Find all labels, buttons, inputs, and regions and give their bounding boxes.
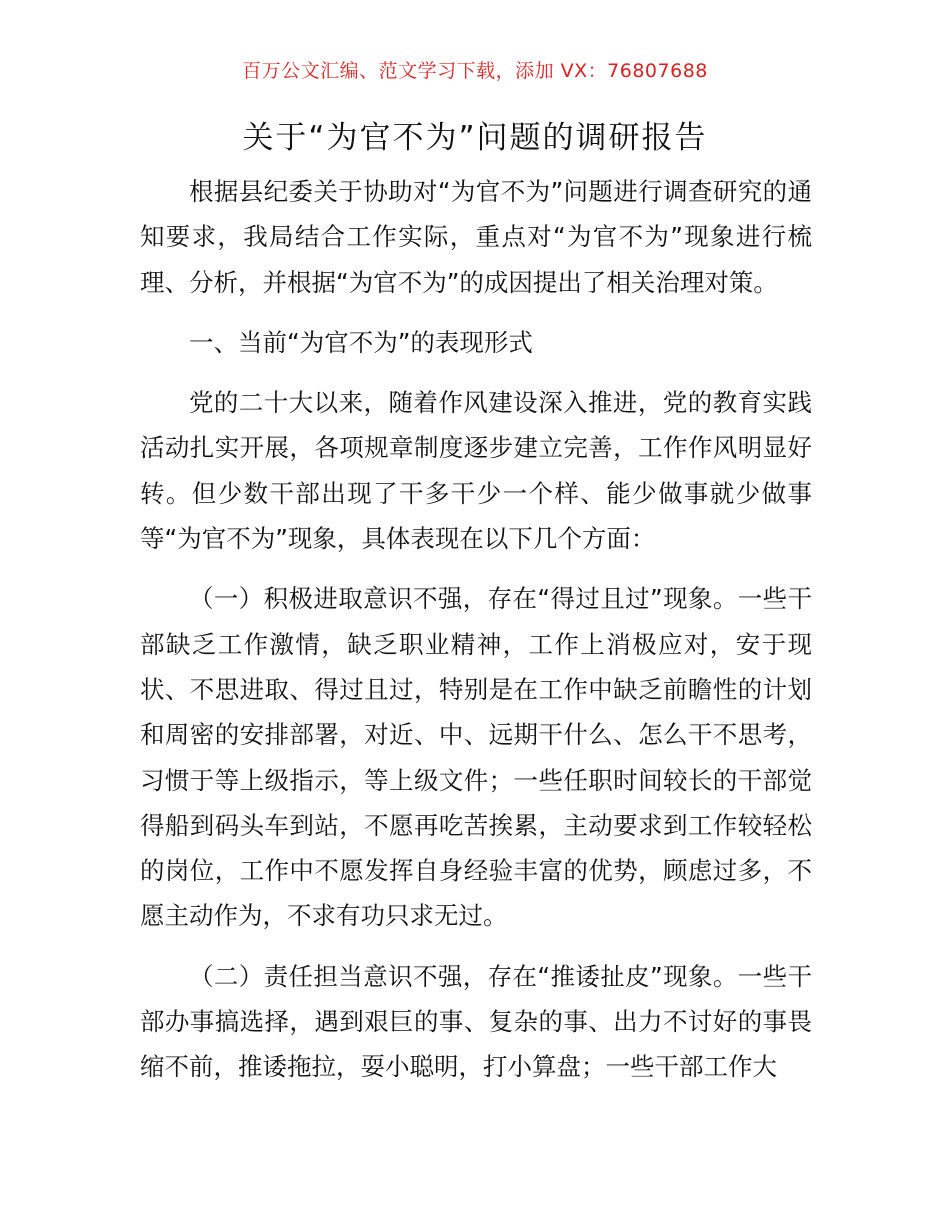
- paragraph-intro: 根据县纪委关于协助对“为官不为”问题进行调查研究的通知要求，我局结合工作实际，重点对“为官不为”现象进行梳理、分析，并根据“为官不为”的成因提出了相关治理对策。: [140, 177, 812, 297]
- document-body: [140, 169, 812, 1090]
- paragraph-point-2: （二）责任担当意识不强，存在“推诿扯皮”现象。一些干部办事搞选择，遇到艰巨的事、复杂的事、出力不讨好的事畏缩不前，推诿拖拉，耍小聪明，打小算盘；一些干部工作大: [140, 961, 812, 1082]
- paragraph-point-1: （一）积极进取意识不强，存在“得过且过”现象。一些干部缺乏工作激情，缺乏职业精神，工作上消极应对，安于现状、不思进取、得过且过，特别是在工作中缺乏前瞻性的计划和周密的安排部署，对近、中、远期干什么、怎么干不思考，习惯于等上级指示，等上级文件；一些任职时间较长的干部觉得船到码头车到站，不愿再吃苦挨累，主动要求到工作较轻松的岗位，工作中不愿发挥自身经验丰富的优势，顾虑过多，不愿主动作为，不求有功只求无过。: [140, 584, 812, 931]
- header-watermark: 百万公文汇编、范文学习下载，添加 VX：76807688: [242, 60, 708, 82]
- paragraph-overview: 党的二十大以来，随着作风建设深入推进，党的教育实践活动扎实开展，各项规章制度逐步建立完善，工作作风明显好转。但少数干部出现了干多干少一个样、能少做事就少做事等“为官不为”现象，具体表现在以下几个方面：: [140, 388, 812, 554]
- section-heading: 一、当前“为官不为”的表现形式: [189, 327, 533, 357]
- page-title: 关于“为官不为”问题的调研报告: [242, 120, 708, 156]
